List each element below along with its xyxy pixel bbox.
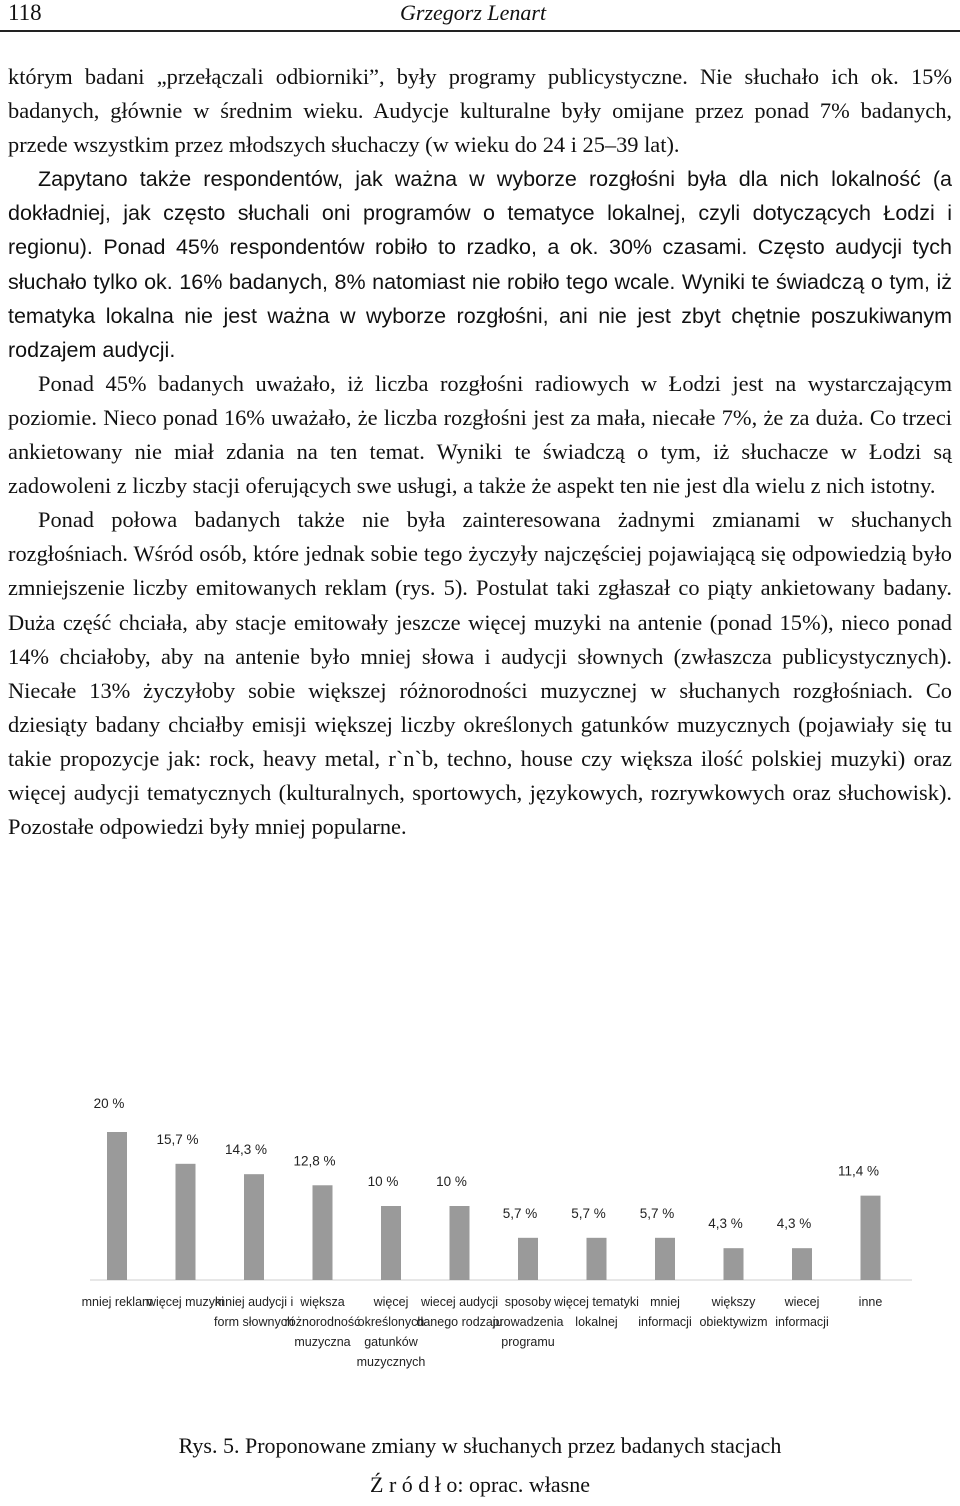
category-label: większy	[711, 1295, 756, 1309]
category-label: muzycznych	[356, 1355, 426, 1369]
category-label: więcej tematyki	[554, 1295, 639, 1309]
bar	[792, 1248, 812, 1280]
category-label: wiecej	[784, 1295, 820, 1309]
page-number: 118	[8, 0, 42, 25]
category-label: prowadzenia	[492, 1315, 564, 1329]
paragraph: Ponad 45% badanych uważało, iż liczba rozgłośni radiowych w Łodzi jest na wystarczającym poziomie. Nieco ponad 16% uważało, że liczba rozgłośni jest za mała, niecałe 7%, że za duża. Co trzeci ankietowany nie miał zdania na ten temat. Wyniki te świadczą o tym, iż słuchacze w Łodzi są zadowoleni z liczby stacji oferujących swe usługi, a także że aspekt ten nie jest dla wielu z nich istotny.	[8, 370, 952, 499]
paragraph: Zapytano także respondentów, jak ważna w wyborze rozgłośni była dla nich lokalność (a dokładniej, jak często słuchali oni programów o tematyce lokalnej, czyli dotyczących Łodzi i regionu). Ponad 45% respondentów robiło to rzadko, a ok. 30% czasami. Często audycji tych słuchało tylko ok. 16% badanych, 8% natomiast nie robiło tego wcale. Wyniki te świadczą o tym, iż tematyka lokalna nie jest ważna w wyborze rozgłośni, ani nie jest zbyt chętnie poszukiwanym rodzajem audycji.	[8, 167, 952, 362]
category-label: obiektywizm	[699, 1315, 768, 1329]
bar	[244, 1174, 264, 1280]
data-label: 4,3 %	[708, 1216, 743, 1232]
bar	[381, 1206, 401, 1280]
category-label: mniej audycji i	[214, 1295, 294, 1309]
body-text	[8, 60, 952, 844]
header-rule	[0, 30, 960, 32]
category-label: inne	[858, 1295, 883, 1309]
category-label: danego rodzaju	[416, 1315, 503, 1329]
bar	[861, 1196, 881, 1280]
bar-chart	[81, 1096, 960, 1385]
data-label: 5,7 %	[639, 1205, 675, 1221]
category-label: informacji	[638, 1315, 692, 1329]
category-label: więcej	[373, 1295, 409, 1309]
category-label: wiecej audycji	[420, 1295, 499, 1309]
data-label: 11,4 %	[837, 1163, 880, 1179]
page-header	[0, 0, 960, 34]
data-label: 12,8 %	[293, 1153, 336, 1169]
category-label: określonych	[357, 1315, 425, 1329]
data-label: 14,3 %	[224, 1142, 268, 1158]
category-label: lokalnej	[575, 1315, 618, 1329]
bar	[313, 1185, 333, 1280]
bar	[587, 1238, 607, 1280]
data-label: 20 %	[93, 1096, 125, 1111]
bar	[724, 1248, 744, 1280]
bar	[107, 1132, 127, 1280]
category-label: mniej	[650, 1295, 680, 1309]
category-label: więcej muzyki	[146, 1295, 225, 1309]
bar	[450, 1206, 470, 1280]
category-label: większa	[300, 1295, 345, 1309]
data-label: 5,7 %	[571, 1205, 606, 1221]
bar	[176, 1164, 196, 1280]
figure-source: Ź r ó d ł o: oprac. własne	[370, 1472, 590, 1497]
bar-chart-svg	[81, 1096, 960, 1385]
data-label: 10 %	[367, 1174, 399, 1189]
data-label: 10 %	[436, 1174, 467, 1189]
data-label: 5,7 %	[502, 1205, 538, 1221]
data-label: 4,3 %	[776, 1216, 812, 1232]
category-label: programu	[501, 1335, 555, 1349]
bar	[518, 1238, 538, 1280]
category-label: gatunków	[364, 1335, 418, 1349]
running-head: Grzegorz Lenart	[400, 0, 547, 25]
category-label: muzyczna	[294, 1335, 351, 1349]
category-label: różnorodność	[284, 1315, 361, 1329]
category-label: mniej reklam	[81, 1295, 153, 1309]
category-label: form słownych	[214, 1315, 294, 1329]
bar	[655, 1238, 675, 1280]
figure-caption: Rys. 5. Proponowane zmiany w słuchanych przez badanych stacjach	[178, 1433, 782, 1458]
data-label: 15,7 %	[156, 1131, 199, 1147]
paragraph: którym badani „przełączali odbiorniki”, były programy publicystyczne. Nie słuchało ich ok. 15% badanych, głównie w średnim wieku. Audycje kulturalne były omijane przez ponad 7% badanych, przede wszystkim przez młodszych słuchaczy (w wieku do 24 i 25–39 lat).	[8, 64, 952, 158]
category-label: informacji	[775, 1315, 829, 1329]
category-label: sposoby	[504, 1295, 552, 1309]
paragraph: Ponad połowa badanych także nie była zainteresowana żadnymi zmianami w słuchanych rozgłośniach. Wśród osób, które jednak sobie tego życzyły najczęściej pojawiającą się odpowiedzią było zmniejszenie liczby emitowanych reklam (rys. 5). Postulat taki zgłaszał co piąty ankietowany badany. Duża część chciała, aby stacje emitowały jeszcze więcej muzyki na antenie (ponad 15%), nieco ponad 14% chciałoby, aby na antenie było mniej słowa i audycji słownych (zwłaszcza publicystycznych). Niecałe 13% życzyłoby sobie większej różnorodności muzycznej w słuchanych rozgłośniach. Co dziesiąty badany chciałby emisji większej liczby określonych gatunków muzycznych (pojawiały się tu takie propozycje jak: rock, heavy metal, r`n`b, techno, house czy większa ilość polskiej muzyki) oraz więcej audycji tematycznych (kulturalnych, sportowych, językowych, rozrywkowych oraz słuchowisk). Pozostałe odpowiedzi były mniej popularne.	[8, 507, 952, 840]
